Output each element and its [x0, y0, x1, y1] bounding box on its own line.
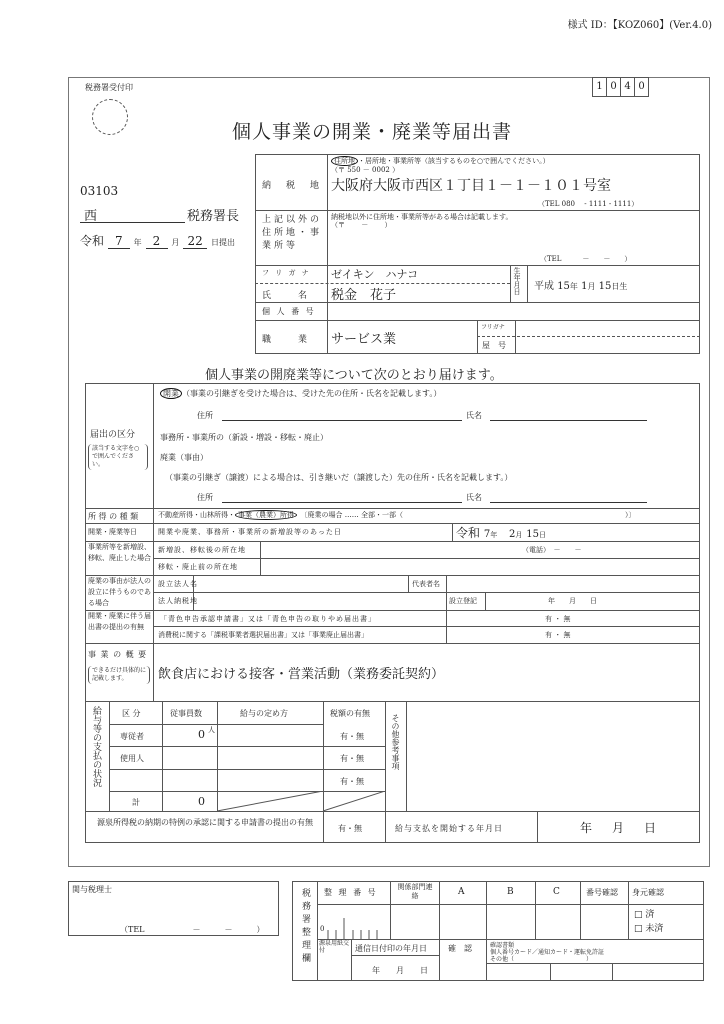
- corp-reg-label: 設立登記: [449, 597, 477, 605]
- other-notes-field[interactable]: [407, 702, 699, 810]
- salary-header-method: 給与の定め方: [240, 709, 288, 718]
- birth-label: 生年月日: [513, 267, 521, 295]
- birth-value[interactable]: [534, 277, 627, 292]
- form-number-digit: 1: [592, 77, 607, 97]
- filings-row2: 消費税に関する「課税事業者選択届出書」又は「事業廃止届出書」: [158, 631, 368, 639]
- office-use-side-label: 税務署整理欄: [300, 888, 310, 966]
- salary-header-count: 従事員数: [170, 709, 202, 718]
- filings-label: 開業・廃業に伴う届出書の提出の有無: [88, 612, 151, 631]
- submit-era: 令和: [80, 234, 105, 248]
- furigana-label: フ リ ガ ナ: [262, 269, 311, 277]
- income-circled[interactable]: 事業（農業）所得: [235, 510, 297, 520]
- office-change-line[interactable]: 事務所・事業所の（新設・増設・移転・廃止）: [160, 433, 328, 442]
- form-number-digit: 4: [620, 77, 635, 97]
- salary-diagonal: [217, 791, 385, 811]
- kaigyo-address-label: 住所: [197, 411, 213, 420]
- haigyo-note: （事業の引継ぎ（譲渡）による場合は、引き継いだ（譲渡した）先の住所・氏名を記載します。）: [165, 473, 513, 482]
- office-use-header-dept: 関係部門連絡: [397, 883, 433, 900]
- submit-day[interactable]: 22: [183, 234, 207, 249]
- haigyo-address-label: 住所: [197, 493, 213, 502]
- salary-row-choice[interactable]: 有・無: [340, 732, 364, 741]
- my-number-label: 個 人 番 号: [262, 307, 316, 316]
- business-note: できるだけ具体的に記載します。: [88, 666, 150, 684]
- filings-row1-choice[interactable]: 有 ・ 無: [545, 615, 571, 623]
- withholding-label: 源泉所得税の納期の特例の承認に関する申請書の提出の有無: [97, 818, 313, 827]
- statement: 個人事業の開廃業等について次のとおり届けます。: [205, 368, 503, 383]
- submit-month[interactable]: 2: [146, 234, 168, 249]
- withholding-choice[interactable]: 有・無: [338, 824, 362, 833]
- taxplace-address[interactable]: 大阪府大阪市西区１丁目１－１－１０１号室: [331, 178, 611, 194]
- submit-year[interactable]: 7: [108, 234, 130, 249]
- other-address-tel[interactable]: （TEL － － ）: [540, 255, 632, 263]
- salary-row-choice[interactable]: 有・無: [340, 777, 364, 786]
- office-code: 03103: [80, 184, 119, 198]
- open-month: 2: [509, 529, 516, 540]
- birth-day-unit: 日生: [611, 282, 628, 291]
- open-year: 7: [483, 529, 491, 540]
- office-suffix: 税務署長: [187, 209, 240, 224]
- business-label: 事 業 の 概 要: [88, 650, 148, 659]
- open-date-label: 開業・廃業等日: [88, 528, 137, 536]
- other-notes-label: その他参考事項: [391, 714, 400, 770]
- business-value[interactable]: 飲食店における接客・営業活動（業務委託契約）: [158, 667, 445, 682]
- office-use-header-a: A: [458, 887, 465, 897]
- office-use-date-label: 通信日付印の年月日: [355, 944, 427, 953]
- office-use-header-identity: 身元確認: [632, 888, 664, 897]
- open-era: 令和: [456, 526, 481, 540]
- taxplace-postal[interactable]: （〒 550 － 0002 ）: [331, 166, 400, 174]
- salary-row-kind: 専従者: [120, 732, 144, 741]
- open-date-desc: 開業や廃業、事務所・事業所の新増設等のあった日: [158, 528, 342, 536]
- haigyo-name-label: 氏名: [466, 493, 482, 502]
- office-use-header-number: 整 理 番 号: [324, 888, 378, 897]
- kaigyo-name-label: 氏名: [466, 411, 482, 420]
- office-use-number-prefix: 0: [320, 925, 325, 933]
- corp-name-label: 設立法人名: [158, 580, 198, 588]
- submit-year-unit: 年: [133, 238, 142, 247]
- office-use-header-number-check: 番号確認: [586, 888, 618, 897]
- salary-row-unit: 人: [208, 726, 215, 734]
- salary-total-value: 0: [198, 795, 205, 808]
- stamp-label: 税務署受付印: [85, 83, 133, 92]
- stamp-circle: [92, 99, 128, 135]
- relocation-phone[interactable]: （電話） － －: [522, 546, 582, 554]
- furigana-value[interactable]: ゼイキン ハナコ: [331, 268, 419, 281]
- salary-total-label: 計: [132, 798, 140, 807]
- taxplace-option-circled[interactable]: 住所地: [331, 156, 358, 166]
- other-address-label: 上記以外の住所地・事業所等: [262, 215, 323, 251]
- income-close: ）〕: [625, 511, 636, 519]
- salary-label: 給与等の支払の状況: [91, 706, 101, 787]
- other-address-postal[interactable]: （〒 － ）: [331, 221, 392, 229]
- corp-rep-label: 代表者名: [412, 580, 440, 588]
- corp-label: 廃業の事由が法人の設立に伴うものである場合: [88, 577, 151, 607]
- office-use-confirm-label: 確 認: [448, 944, 472, 953]
- occupation-value[interactable]: サービス業: [331, 332, 397, 347]
- relocation-new-label: 新増設、移転後の所在地: [158, 546, 246, 554]
- corp-addr-label: 法人納税地: [158, 597, 198, 605]
- open-date-value[interactable]: [456, 524, 546, 541]
- office-use-docs-label: 確認書類: [490, 942, 515, 949]
- income-suffix: 〔廃業の場合 …… 全部・一部（: [304, 511, 403, 519]
- shop-furigana-label: フリガナ: [481, 324, 505, 331]
- identity-not-checkbox[interactable]: □ 未済: [634, 924, 664, 934]
- category-note: 該当する文字を○で囲んでください。: [88, 444, 148, 470]
- page-title: 個人事業の開業・廃業等届出書: [232, 121, 513, 143]
- taxplace-option-rest: ・居所地・事業所等（該当するものを○で囲んでください。）: [358, 157, 550, 165]
- income-prefix[interactable]: 不動産所得・山林所得・: [158, 511, 235, 519]
- income-label: 所 得 の 種 類: [88, 512, 139, 521]
- birth-day: 15: [598, 281, 612, 292]
- salary-row-count[interactable]: 0: [198, 728, 205, 741]
- form-number-digit: 0: [634, 77, 649, 97]
- salary-start-value[interactable]: 年 月 日: [580, 821, 661, 835]
- kaigyo-circled[interactable]: 開業: [160, 388, 182, 399]
- relocation-label: 事業所等を新増設、移転、廃止した場合: [88, 543, 151, 562]
- birth-month: 1: [581, 281, 588, 292]
- identity-done-checkbox[interactable]: □ 済: [634, 910, 655, 920]
- salary-row-kind: 使用人: [120, 754, 144, 763]
- form-number-digit: 0: [606, 77, 621, 97]
- kaigyo-line: [160, 388, 441, 399]
- filings-row1: 「青色申告承認申請書」又は「青色申告の取りやめ届出書」: [160, 615, 376, 623]
- haigyo-line[interactable]: 廃業（事由）: [160, 453, 208, 462]
- office-use-header-c: C: [553, 887, 560, 897]
- filings-row2-choice[interactable]: 有 ・ 無: [545, 631, 571, 639]
- submit-date: [80, 232, 235, 249]
- open-month-unit: 月: [515, 531, 523, 539]
- office-use-docs-line1: 個人番号カード／通知カード・運転免許証: [490, 949, 605, 956]
- office-use-docs-line2: その他（ ）: [490, 956, 593, 963]
- form-number-boxes: [592, 77, 649, 97]
- salary-header-tax: 税額の有無: [330, 709, 370, 718]
- occupation-label: 職 業: [262, 335, 308, 345]
- open-day: 15: [526, 529, 539, 540]
- accountant-tel[interactable]: （TEL － － ）: [120, 925, 265, 934]
- name-value[interactable]: 税金 花子: [331, 288, 397, 303]
- taxplace-label: 納 税 地: [262, 181, 323, 191]
- salary-header-kind: 区 分: [122, 709, 141, 718]
- kaigyo-note: （事業の引継ぎを受けた場合は、受けた先の住所・氏名を記載します。）: [182, 389, 442, 398]
- shop-label: 屋 号: [482, 341, 506, 350]
- accountant-label: 関与税理士: [72, 885, 112, 894]
- submit-month-unit: 月: [171, 238, 180, 247]
- name-label: 氏 名: [262, 291, 308, 301]
- birth-year: 15: [557, 281, 570, 292]
- taxplace-tel[interactable]: （TEL 080 - 1111 - 1111）: [538, 200, 639, 208]
- corp-reg-date[interactable]: 年 月 日: [548, 597, 597, 605]
- salary-start-label: 給与支払を開始する年月日: [395, 824, 503, 833]
- office-name[interactable]: 西: [84, 209, 98, 224]
- birth-era: 平成: [534, 281, 554, 292]
- submit-day-unit: 日提出: [210, 238, 235, 247]
- birth-month-unit: 月: [587, 282, 596, 291]
- relocation-old-label: 移転・廃止前の所在地: [158, 563, 238, 571]
- open-year-unit: 年: [490, 531, 498, 539]
- income-types: [158, 510, 403, 520]
- salary-row-choice[interactable]: 有・無: [340, 754, 364, 763]
- office-use-date-value: 年 月 日: [372, 966, 428, 975]
- birth-year-unit: 年: [569, 282, 578, 291]
- office-use-header-b: B: [507, 887, 514, 897]
- form-id: 様式 ID：【KOZ060】(Ver.4.0): [567, 20, 712, 31]
- office-use-paper-label: 源泉用紙交付: [319, 940, 350, 954]
- open-day-unit: 日: [538, 531, 546, 539]
- category-label: 届出の区分: [90, 430, 136, 440]
- other-address-note: 納税地以外に住所地・事業所等がある場合は記載します。: [331, 213, 513, 221]
- office-use-number-ticks: [326, 906, 390, 939]
